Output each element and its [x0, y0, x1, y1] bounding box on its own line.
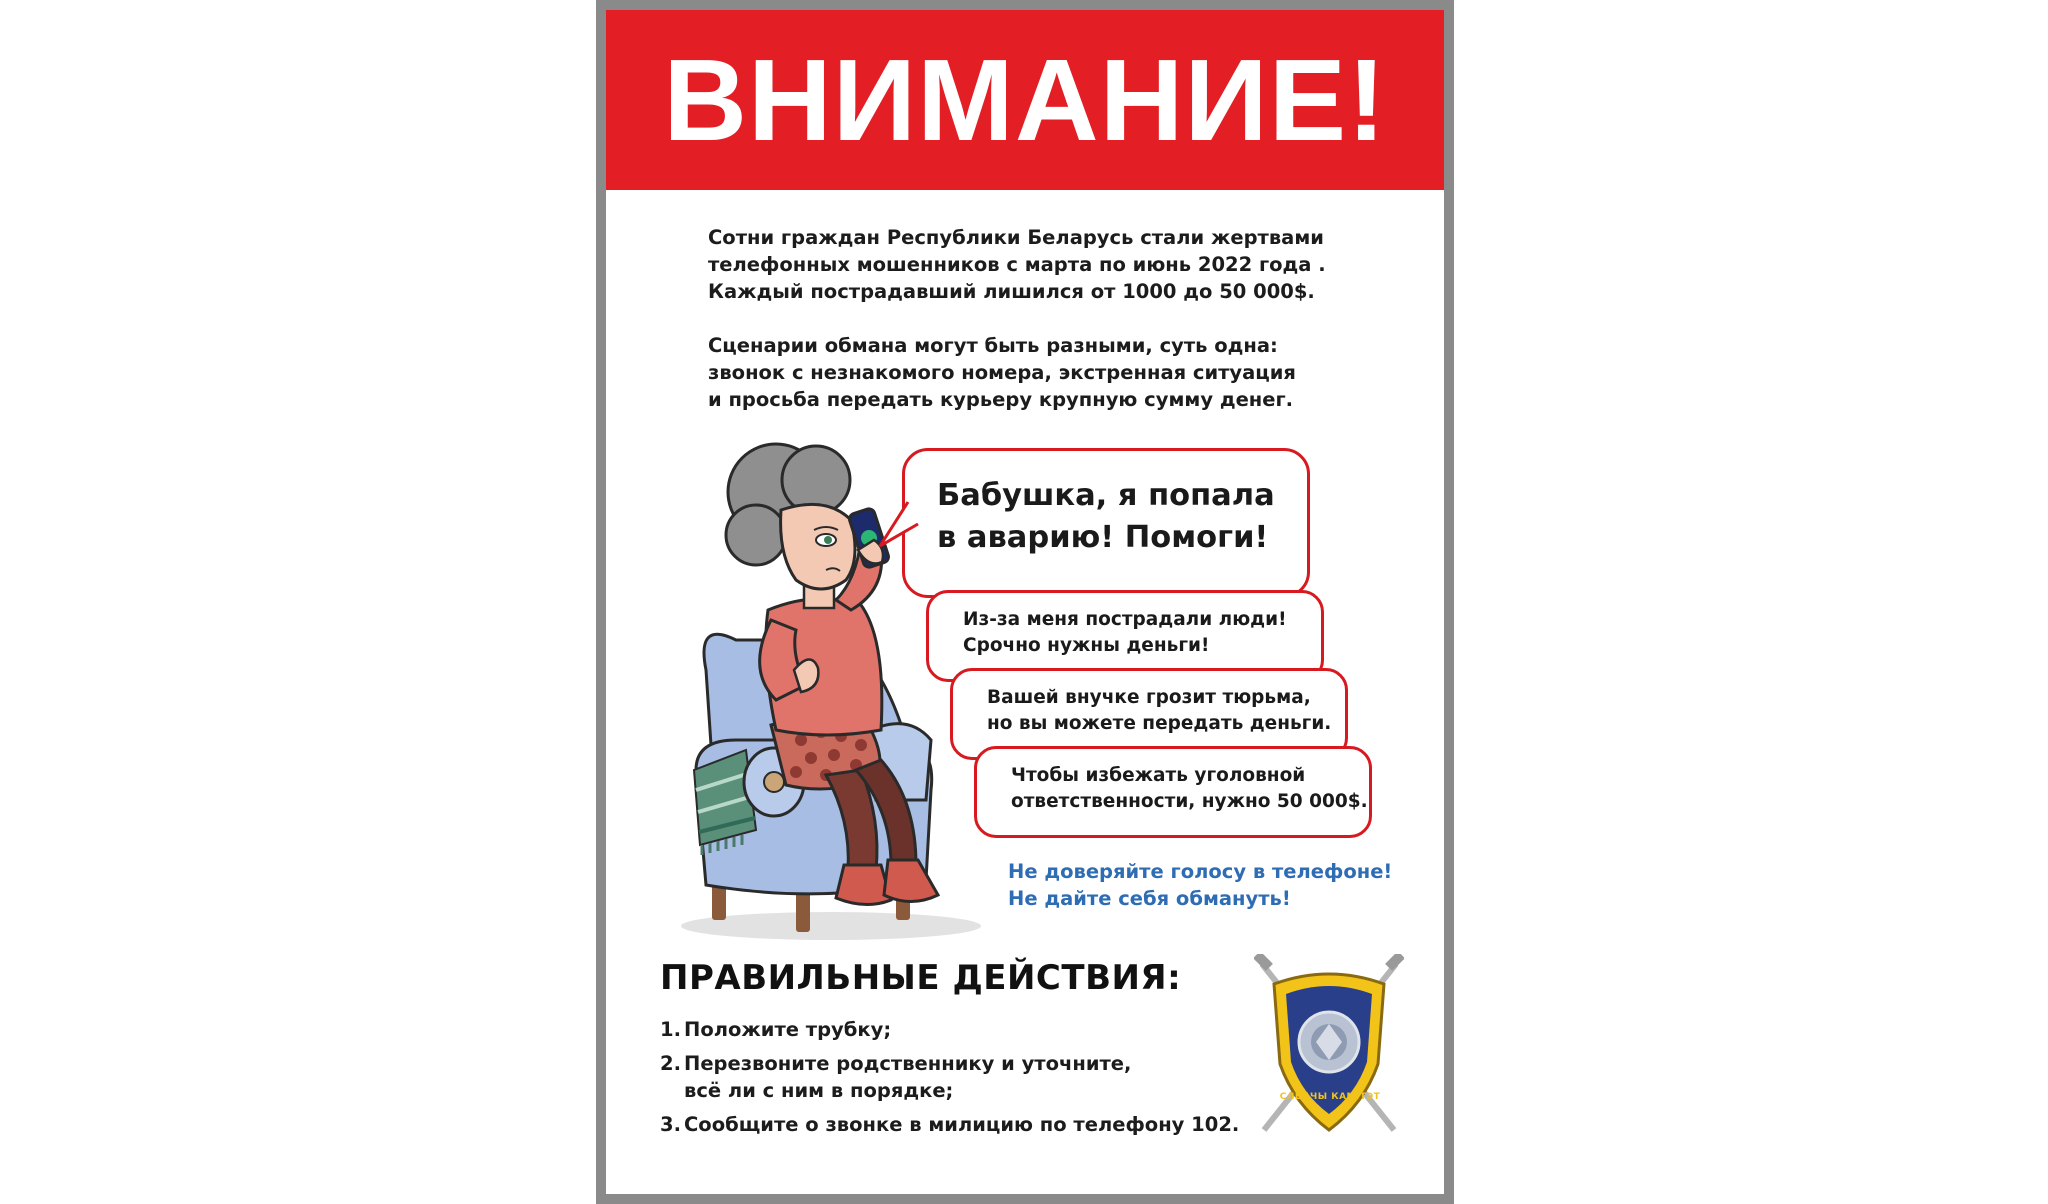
- warning-line-1: Не доверяйте голосу в телефоне!: [1008, 860, 1393, 883]
- poster-title: ВНИМАНИЕ!: [663, 35, 1387, 165]
- speech-bubble-3: [974, 746, 1372, 838]
- warning-text: [1008, 858, 1392, 912]
- warning-line-2: Не дайте себя обмануть!: [1008, 887, 1291, 910]
- action-number: 1.: [660, 1018, 681, 1041]
- intro-paragraph-2: Сценарии обмана могут быть разными, суть одна: звонок с незнакомого номера, экстренная ситуация и просьба передать курьеру крупную сумму денег.: [708, 334, 1296, 411]
- speech-bubble-main: [902, 448, 1310, 598]
- actions-title: ПРАВИЛЬНЫЕ ДЕЙСТВИЯ:: [660, 958, 1182, 998]
- intro-paragraph-1: Сотни граждан Республики Беларусь стали жертвами телефонных мошенников с марта по июнь 2022 года . Каждый пострадавший лишился от 1000 до 50 000$.: [708, 226, 1326, 303]
- action-item-1: [660, 1016, 1239, 1043]
- poster-frame: [596, 0, 1454, 1204]
- emblem-text: СЛЕДЧЫ КАМІТЭТ: [1279, 1092, 1381, 1102]
- action-number: 3.: [660, 1113, 681, 1136]
- poster: [606, 10, 1444, 1194]
- action-text: Перезвоните родственнику и уточните, всё ли с ним в порядке;: [684, 1052, 1132, 1102]
- speech-bubble-1-text: Из-за меня пострадали люди! Срочно нужны деньги!: [963, 609, 1287, 656]
- intro-text: [708, 224, 1348, 413]
- speech-bubble-tail: [878, 494, 938, 554]
- speech-bubble-2-text: Вашей внучке грозит тюрьма, но вы можете передать деньги.: [987, 687, 1332, 734]
- action-item-2: [660, 1050, 1239, 1104]
- action-number: 2.: [660, 1052, 681, 1075]
- action-text: Сообщите о звонке в милицию по телефону 102.: [684, 1113, 1240, 1136]
- speech-bubble-main-text: Бабушка, я попала в аварию! Помоги!: [937, 478, 1275, 555]
- speech-bubble-3-text: Чтобы избежать уголовной ответственности, нужно 50 000$.: [1011, 765, 1368, 812]
- investigative-committee-emblem: [1254, 954, 1404, 1140]
- action-item-3: [660, 1111, 1239, 1138]
- action-text: Положите трубку;: [684, 1018, 892, 1041]
- title-banner: [606, 10, 1444, 190]
- actions-list: [660, 1016, 1239, 1145]
